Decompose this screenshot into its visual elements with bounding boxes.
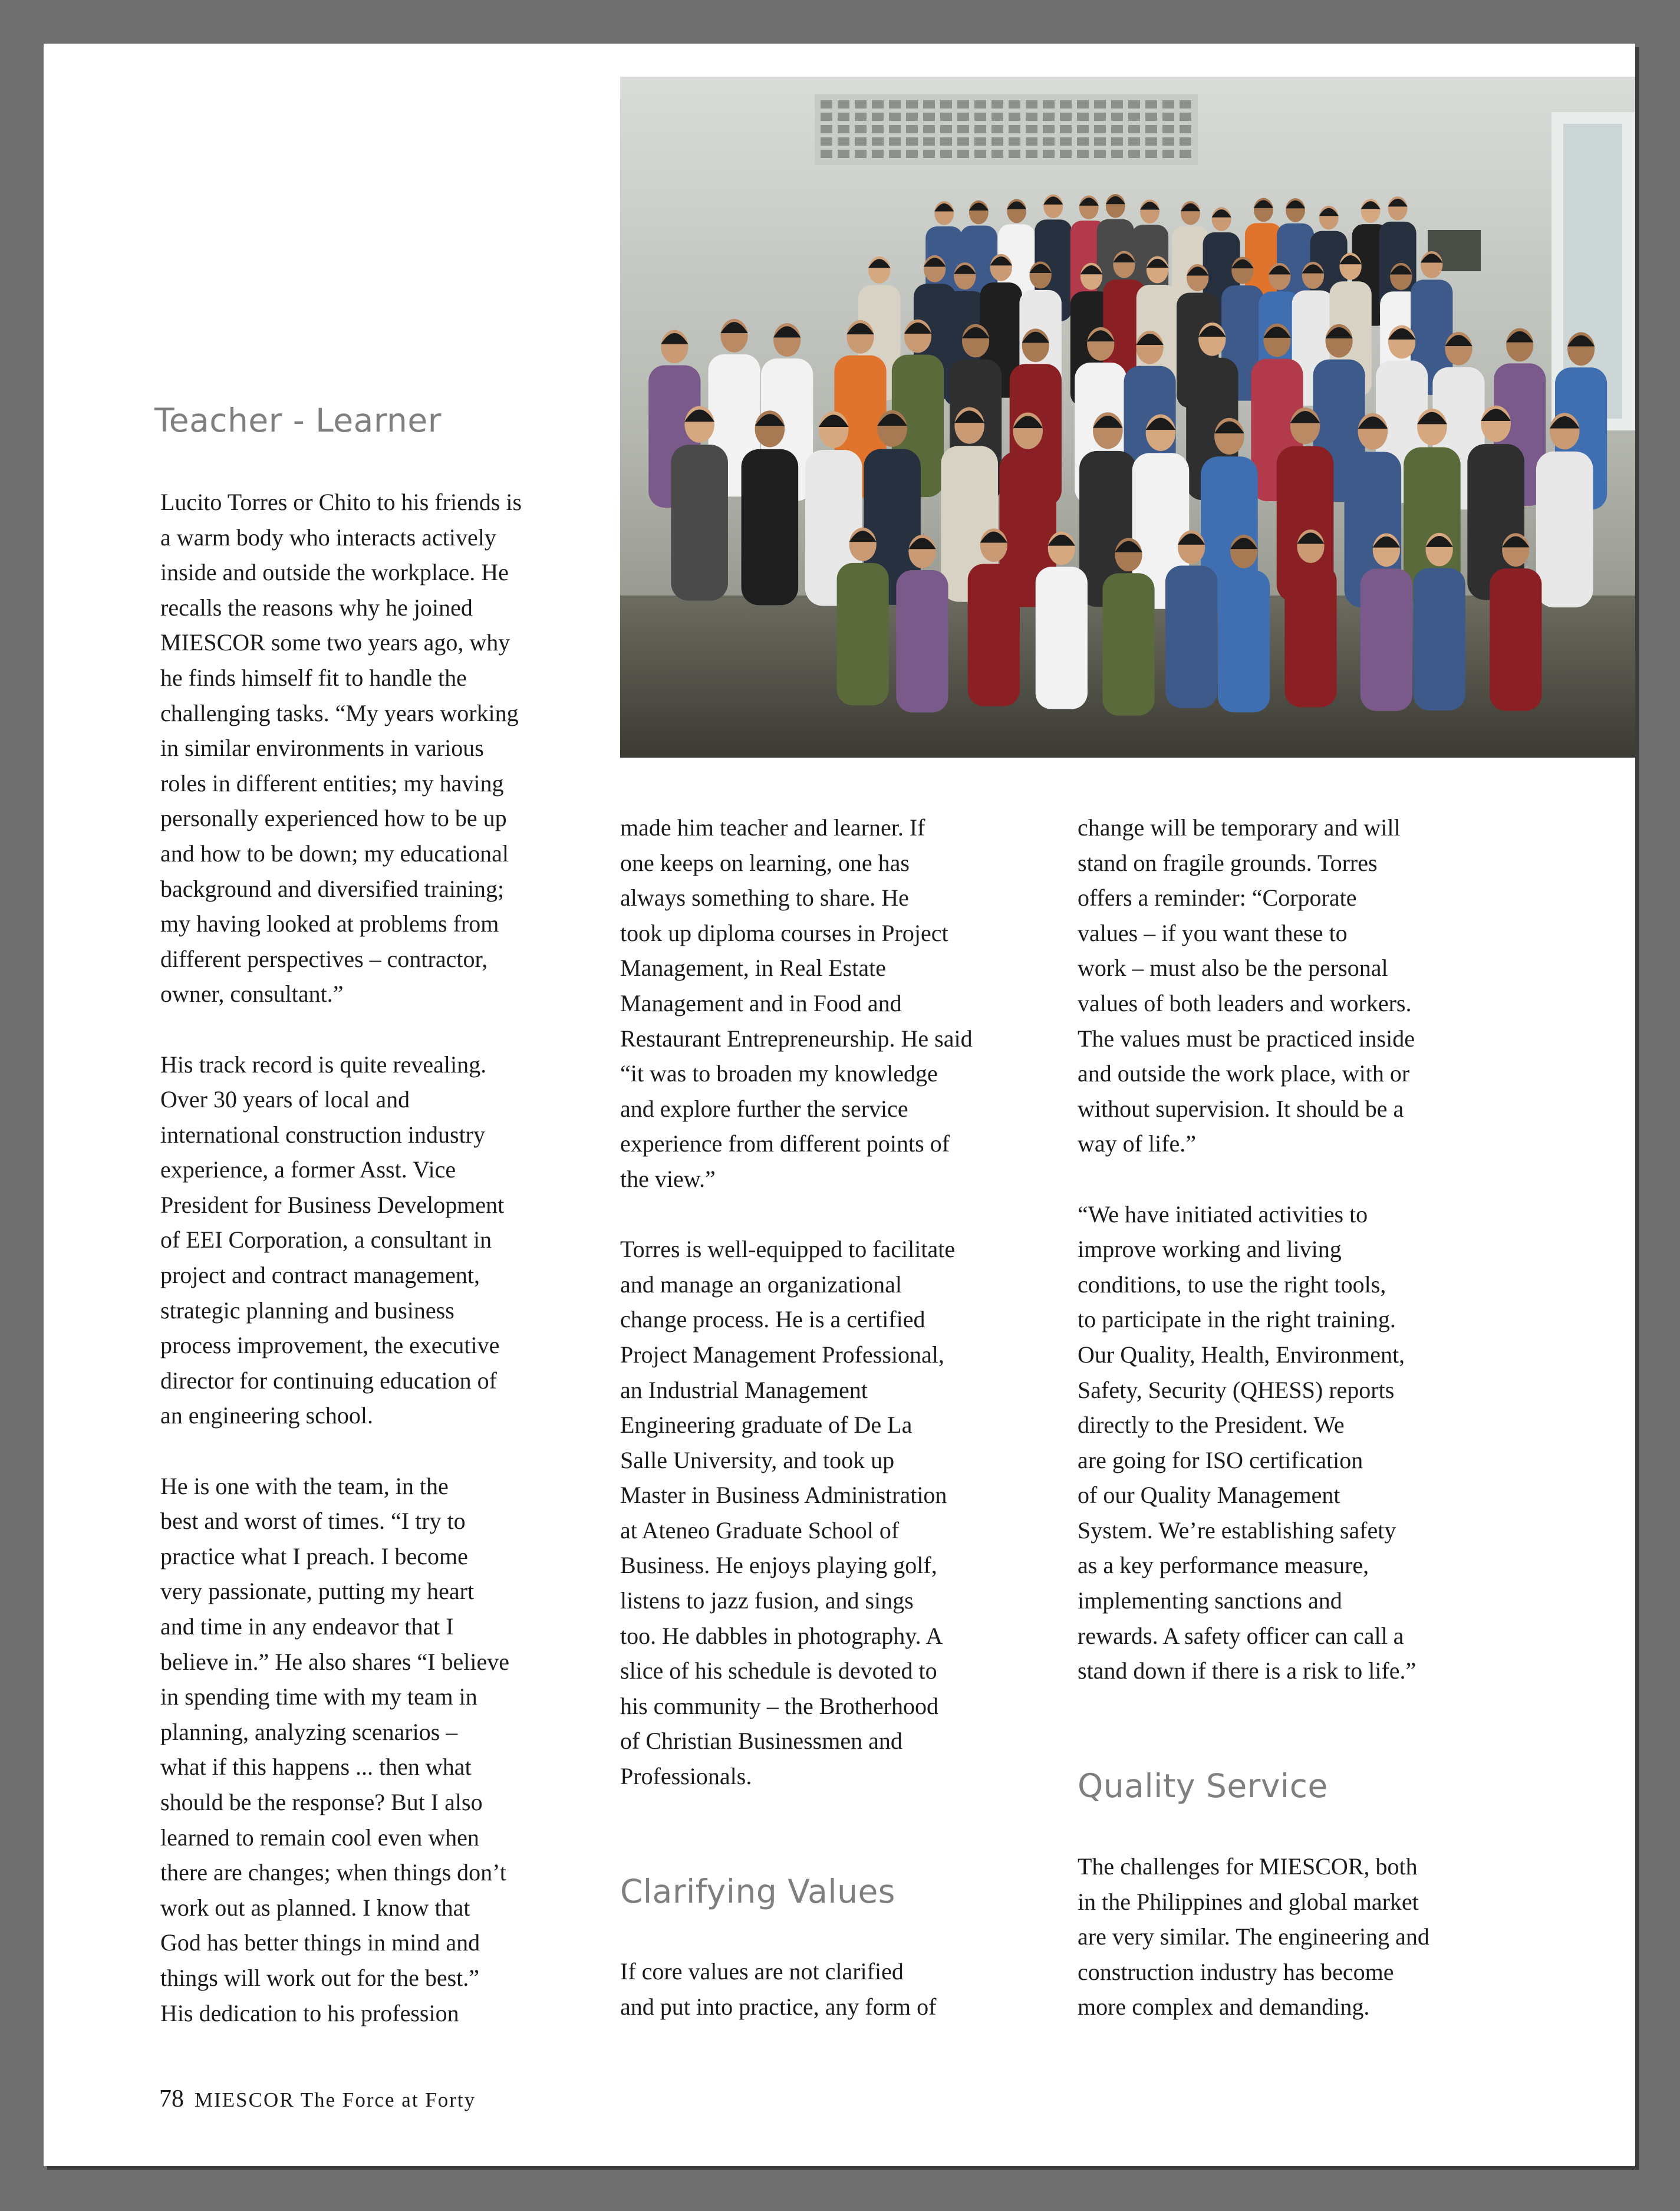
text-line: The challenges for MIESCOR, both (1078, 1853, 1418, 1880)
text-line: very passionate, putting my heart (160, 1578, 475, 1605)
text-line: recalls the reasons why he joined (160, 594, 473, 621)
text-line: stand on fragile grounds. Torres (1078, 849, 1378, 876)
text-line: Our Quality, Health, Environment, (1078, 1341, 1405, 1368)
text-line: Restaurant Entrepreneurship. He said (620, 1025, 973, 1052)
text-line: experience from different points of (620, 1130, 950, 1157)
text-line: conditions, to use the right tools, (1078, 1271, 1386, 1298)
text-line: at Ateneo Graduate School of (620, 1516, 900, 1544)
paragraph-gap (160, 1433, 522, 1469)
text-line: Project Management Professional, (620, 1341, 944, 1368)
text-line: took up diploma courses in Project (620, 919, 948, 946)
text-line: stand down if there is a risk to life.” (1078, 1657, 1417, 1684)
group-photo (620, 77, 1635, 758)
text-line: the view.” (620, 1165, 716, 1192)
text-line: in the Philippines and global market (1078, 1888, 1419, 1915)
text-line: are very similar. The engineering and (1078, 1923, 1429, 1950)
text-line: Lucito Torres or Chito to his friends is (160, 489, 522, 515)
text-line: Professionals. (620, 1763, 752, 1790)
magazine-page (44, 44, 1635, 2166)
page-number: 78 (159, 2085, 184, 2113)
text-line: background and diversified training; (160, 875, 505, 902)
text-line: and put into practice, any form of (620, 1993, 937, 2020)
text-line: as a key performance measure, (1078, 1552, 1369, 1579)
column-3-bottom-text (1078, 1849, 1429, 2025)
text-line: values of both leaders and workers. (1078, 989, 1412, 1016)
text-line: a warm body who interacts actively (160, 524, 496, 551)
heading-teacher-learner: Teacher - Learner (154, 402, 442, 439)
text-line: and explore further the service (620, 1095, 908, 1122)
text-line: international construction industry (160, 1121, 485, 1148)
text-line: implementing sanctions and (1078, 1587, 1342, 1614)
text-line: challenging tasks. “My years working (160, 699, 519, 726)
heading-clarifying-values: Clarifying Values (620, 1873, 895, 1910)
text-line: an engineering school. (160, 1402, 373, 1429)
text-line: my having looked at problems from (160, 910, 499, 937)
text-line: director for continuing education of (160, 1367, 497, 1394)
text-line: He is one with the team, in the (160, 1472, 449, 1499)
text-line: Business. He enjoys playing golf, (620, 1552, 937, 1579)
text-line: listens to jazz fusion, and sings (620, 1587, 914, 1614)
text-line: made him teacher and learner. If (620, 814, 925, 841)
text-line: learned to remain cool even when (160, 1824, 479, 1851)
text-line: too. He dabbles in photography. A (620, 1622, 943, 1649)
text-line: always something to share. He (620, 884, 909, 912)
text-line: Management, in Real Estate (620, 955, 886, 982)
text-line: The values must be practiced inside (1078, 1025, 1415, 1052)
text-line: what if this happens ... then what (160, 1753, 472, 1781)
text-line: directly to the President. We (1078, 1412, 1345, 1439)
text-line: Over 30 years of local and (160, 1086, 410, 1113)
text-line: and outside the work place, with or (1078, 1060, 1410, 1087)
text-line: MIESCOR some two years ago, why (160, 629, 510, 656)
text-line: he finds himself fit to handle the (160, 664, 467, 691)
text-line: process improvement, the executive (160, 1332, 500, 1359)
text-line: and time in any endeavor that I (160, 1613, 454, 1640)
text-line: System. We’re establishing safety (1078, 1516, 1396, 1544)
text-line: work – must also be the personal (1078, 955, 1388, 982)
column-3-text (1078, 810, 1416, 1689)
text-line: roles in different entities; my having (160, 769, 504, 797)
text-line: slice of his schedule is devoted to (620, 1657, 937, 1684)
text-line: different perspectives – contractor, (160, 945, 488, 972)
text-line: Engineering graduate of De La (620, 1412, 913, 1439)
text-line: If core values are not clarified (620, 1958, 904, 1985)
text-line: work out as planned. I know that (160, 1894, 470, 1921)
column-2-text (620, 810, 973, 1794)
text-line: “it was to broaden my knowledge (620, 1060, 938, 1087)
text-line: Master in Business Administration (620, 1482, 947, 1509)
text-line: rewards. A safety officer can call a (1078, 1622, 1404, 1649)
page-footer (159, 2085, 476, 2113)
text-line: of our Quality Management (1078, 1482, 1340, 1509)
text-line: practice what I preach. I become (160, 1542, 468, 1570)
text-line: experience, a former Asst. Vice (160, 1156, 456, 1183)
text-line: should be the response? But I also (160, 1788, 483, 1815)
text-line: things will work out for the best.” (160, 1964, 480, 1991)
text-line: project and contract management, (160, 1262, 480, 1289)
running-title: MIESCOR The Force at Forty (195, 2088, 476, 2111)
text-line: way of life.” (1078, 1130, 1197, 1157)
text-line: strategic planning and business (160, 1297, 454, 1324)
text-line: values – if you want these to (1078, 919, 1348, 946)
text-line: improve working and living (1078, 1236, 1342, 1263)
text-line: Salle University, and took up (620, 1446, 895, 1473)
text-line: President for Business Development (160, 1191, 505, 1218)
text-line: Torres is well-equipped to facilitate (620, 1236, 956, 1263)
paragraph-gap (620, 1197, 973, 1232)
heading-quality-service: Quality Service (1078, 1767, 1328, 1805)
text-line: in similar environments in various (160, 735, 484, 762)
text-line: change will be temporary and will (1078, 814, 1401, 841)
text-line: offers a reminder: “Corporate (1078, 884, 1357, 912)
text-line: an Industrial Management (620, 1376, 868, 1403)
text-line: of EEI Corporation, a consultant in (160, 1226, 492, 1253)
text-line: more complex and demanding. (1078, 1993, 1370, 2021)
text-line: God has better things in mind and (160, 1929, 480, 1956)
text-line: of Christian Businessmen and (620, 1728, 902, 1755)
text-line: best and worst of times. “I try to (160, 1508, 466, 1535)
text-line: without supervision. It should be a (1078, 1095, 1404, 1122)
text-line: and manage an organizational (620, 1271, 902, 1298)
group-photo-image (620, 77, 1635, 758)
text-line: “We have initiated activities to (1078, 1200, 1368, 1228)
text-line: inside and outside the workplace. He (160, 559, 509, 586)
text-line: construction industry has become (1078, 1958, 1394, 1985)
text-line: His track record is quite revealing. (160, 1051, 487, 1078)
text-line: believe in.” He also shares “I believe (160, 1648, 509, 1675)
text-line: change process. He is a certified (620, 1306, 925, 1333)
text-line: planning, analyzing scenarios – (160, 1718, 458, 1745)
text-line: and how to be down; my educational (160, 840, 509, 867)
column-2-bottom-text (620, 1954, 936, 2024)
text-line: His dedication to his profession (160, 1999, 459, 2026)
text-line: to participate in the right training. (1078, 1306, 1396, 1333)
paragraph-gap (1078, 1162, 1416, 1197)
text-line: are going for ISO certification (1078, 1446, 1363, 1473)
column-1-text (160, 485, 522, 2031)
text-line: Management and in Food and (620, 989, 902, 1016)
text-line: there are changes; when things don’t (160, 1859, 506, 1886)
text-line: owner, consultant.” (160, 981, 344, 1008)
paragraph-gap (160, 1012, 522, 1047)
text-line: one keeps on learning, one has (620, 849, 910, 876)
text-line: personally experienced how to be up (160, 805, 507, 832)
text-line: Safety, Security (QHESS) reports (1078, 1376, 1395, 1403)
text-line: his community – the Brotherhood (620, 1692, 938, 1719)
text-line: in spending time with my team in (160, 1683, 477, 1710)
